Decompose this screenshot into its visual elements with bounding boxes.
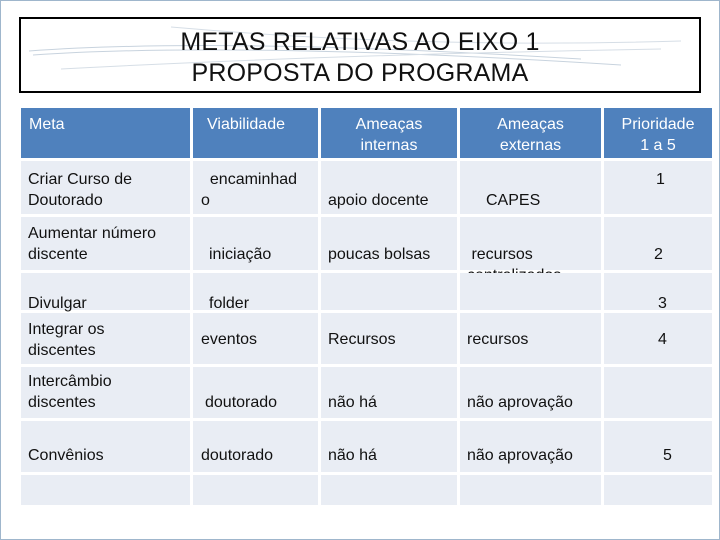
viabilidade-text: doutorado <box>201 447 274 464</box>
header-ameacas-internas-label: Ameaças internas <box>355 116 423 154</box>
prioridade-text: 5 <box>663 447 672 464</box>
table-cell-ameacas-externas <box>460 367 601 418</box>
table-cell-meta <box>21 313 190 364</box>
table-cell-meta <box>21 273 190 310</box>
table-cell-prioridade <box>604 161 712 214</box>
viabilidade-text: encaminhad o <box>201 171 298 209</box>
goals-table <box>21 108 712 505</box>
table-cell-viabilidade <box>193 421 318 472</box>
table-cell-ameacas-internas <box>321 475 457 505</box>
table-cell-viabilidade <box>193 367 318 418</box>
table-cell-viabilidade <box>193 475 318 505</box>
table-cell-meta <box>21 217 190 270</box>
table-cell-ameacas-internas <box>321 161 457 214</box>
meta-text: Aumentar número discente <box>28 225 157 263</box>
header-meta <box>21 108 190 158</box>
table-cell-viabilidade <box>193 217 318 270</box>
header-viabilidade <box>193 108 318 158</box>
ameacas-externas-text: recursos <box>471 246 533 263</box>
table-cell-prioridade <box>604 421 712 472</box>
table-cell-meta <box>21 475 190 505</box>
viabilidade-text: doutorado <box>205 394 278 411</box>
header-ameacas-externas <box>460 108 601 158</box>
table-cell-prioridade <box>604 273 712 310</box>
prioridade-text: 3 <box>658 295 667 312</box>
table-cell-ameacas-externas <box>460 217 601 270</box>
ameacas-externas-text: não aprovação <box>467 447 573 464</box>
ameacas-internas-text: poucas bolsas <box>328 246 431 263</box>
table-cell-prioridade <box>604 475 712 505</box>
ameacas-internas-text: não há <box>328 447 377 464</box>
prioridade-text: 1 <box>656 171 665 188</box>
header-prioridade-label: Prioridade 1 a 5 <box>621 116 695 154</box>
viabilidade-text: iniciação <box>209 246 272 263</box>
table-cell-ameacas-internas <box>321 367 457 418</box>
ameacas-externas-text: CAPES <box>486 192 541 209</box>
table-cell-ameacas-internas <box>321 273 457 310</box>
header-ameacas-internas <box>321 108 457 158</box>
table-cell-ameacas-externas <box>460 313 601 364</box>
viabilidade-text: eventos <box>201 331 258 348</box>
meta-text: Integrar os discentes <box>28 321 105 359</box>
table-cell-meta <box>21 421 190 472</box>
header-viabilidade-label: Viabilidade <box>207 116 285 133</box>
viabilidade-text: folder <box>209 295 250 312</box>
table-cell-ameacas-internas <box>321 421 457 472</box>
table-cell-meta <box>21 161 190 214</box>
meta-text: Convênios <box>28 447 104 464</box>
page-title-line-1: METAS RELATIVAS AO EIXO 1 <box>180 28 540 56</box>
table-cell-meta <box>21 367 190 418</box>
table-cell-ameacas-internas <box>321 217 457 270</box>
meta-text: Divulgar <box>28 295 87 312</box>
prioridade-text: 4 <box>658 331 667 348</box>
header-ameacas-externas-label: Ameaças externas <box>497 116 564 154</box>
prioridade-text: 2 <box>654 246 663 263</box>
meta-text: Intercâmbio discentes <box>28 373 112 411</box>
header-prioridade <box>604 108 712 158</box>
ameacas-internas-text: não há <box>328 394 377 411</box>
table-cell-prioridade <box>604 217 712 270</box>
table-cell-ameacas-externas <box>460 161 601 214</box>
ameacas-internas-text: apoio docente <box>328 192 429 209</box>
table-cell-prioridade <box>604 367 712 418</box>
table-cell-prioridade <box>604 313 712 364</box>
title-box <box>19 17 701 93</box>
page-title-line-2: PROPOSTA DO PROGRAMA <box>191 59 529 87</box>
table-cell-viabilidade <box>193 313 318 364</box>
ameacas-externas-text: recursos <box>467 331 529 348</box>
header-meta-label: Meta <box>29 116 65 133</box>
table-cell-ameacas-externas <box>460 421 601 472</box>
table-cell-viabilidade <box>193 273 318 310</box>
table-cell-viabilidade <box>193 161 318 214</box>
table-cell-ameacas-internas <box>321 313 457 364</box>
ameacas-externas-text: não aprovação <box>467 394 573 411</box>
ameacas-internas-text: Recursos <box>328 331 396 348</box>
table-cell-ameacas-externas <box>460 273 601 310</box>
table-cell-ameacas-externas <box>460 475 601 505</box>
meta-text: Criar Curso de Doutorado <box>28 171 133 209</box>
